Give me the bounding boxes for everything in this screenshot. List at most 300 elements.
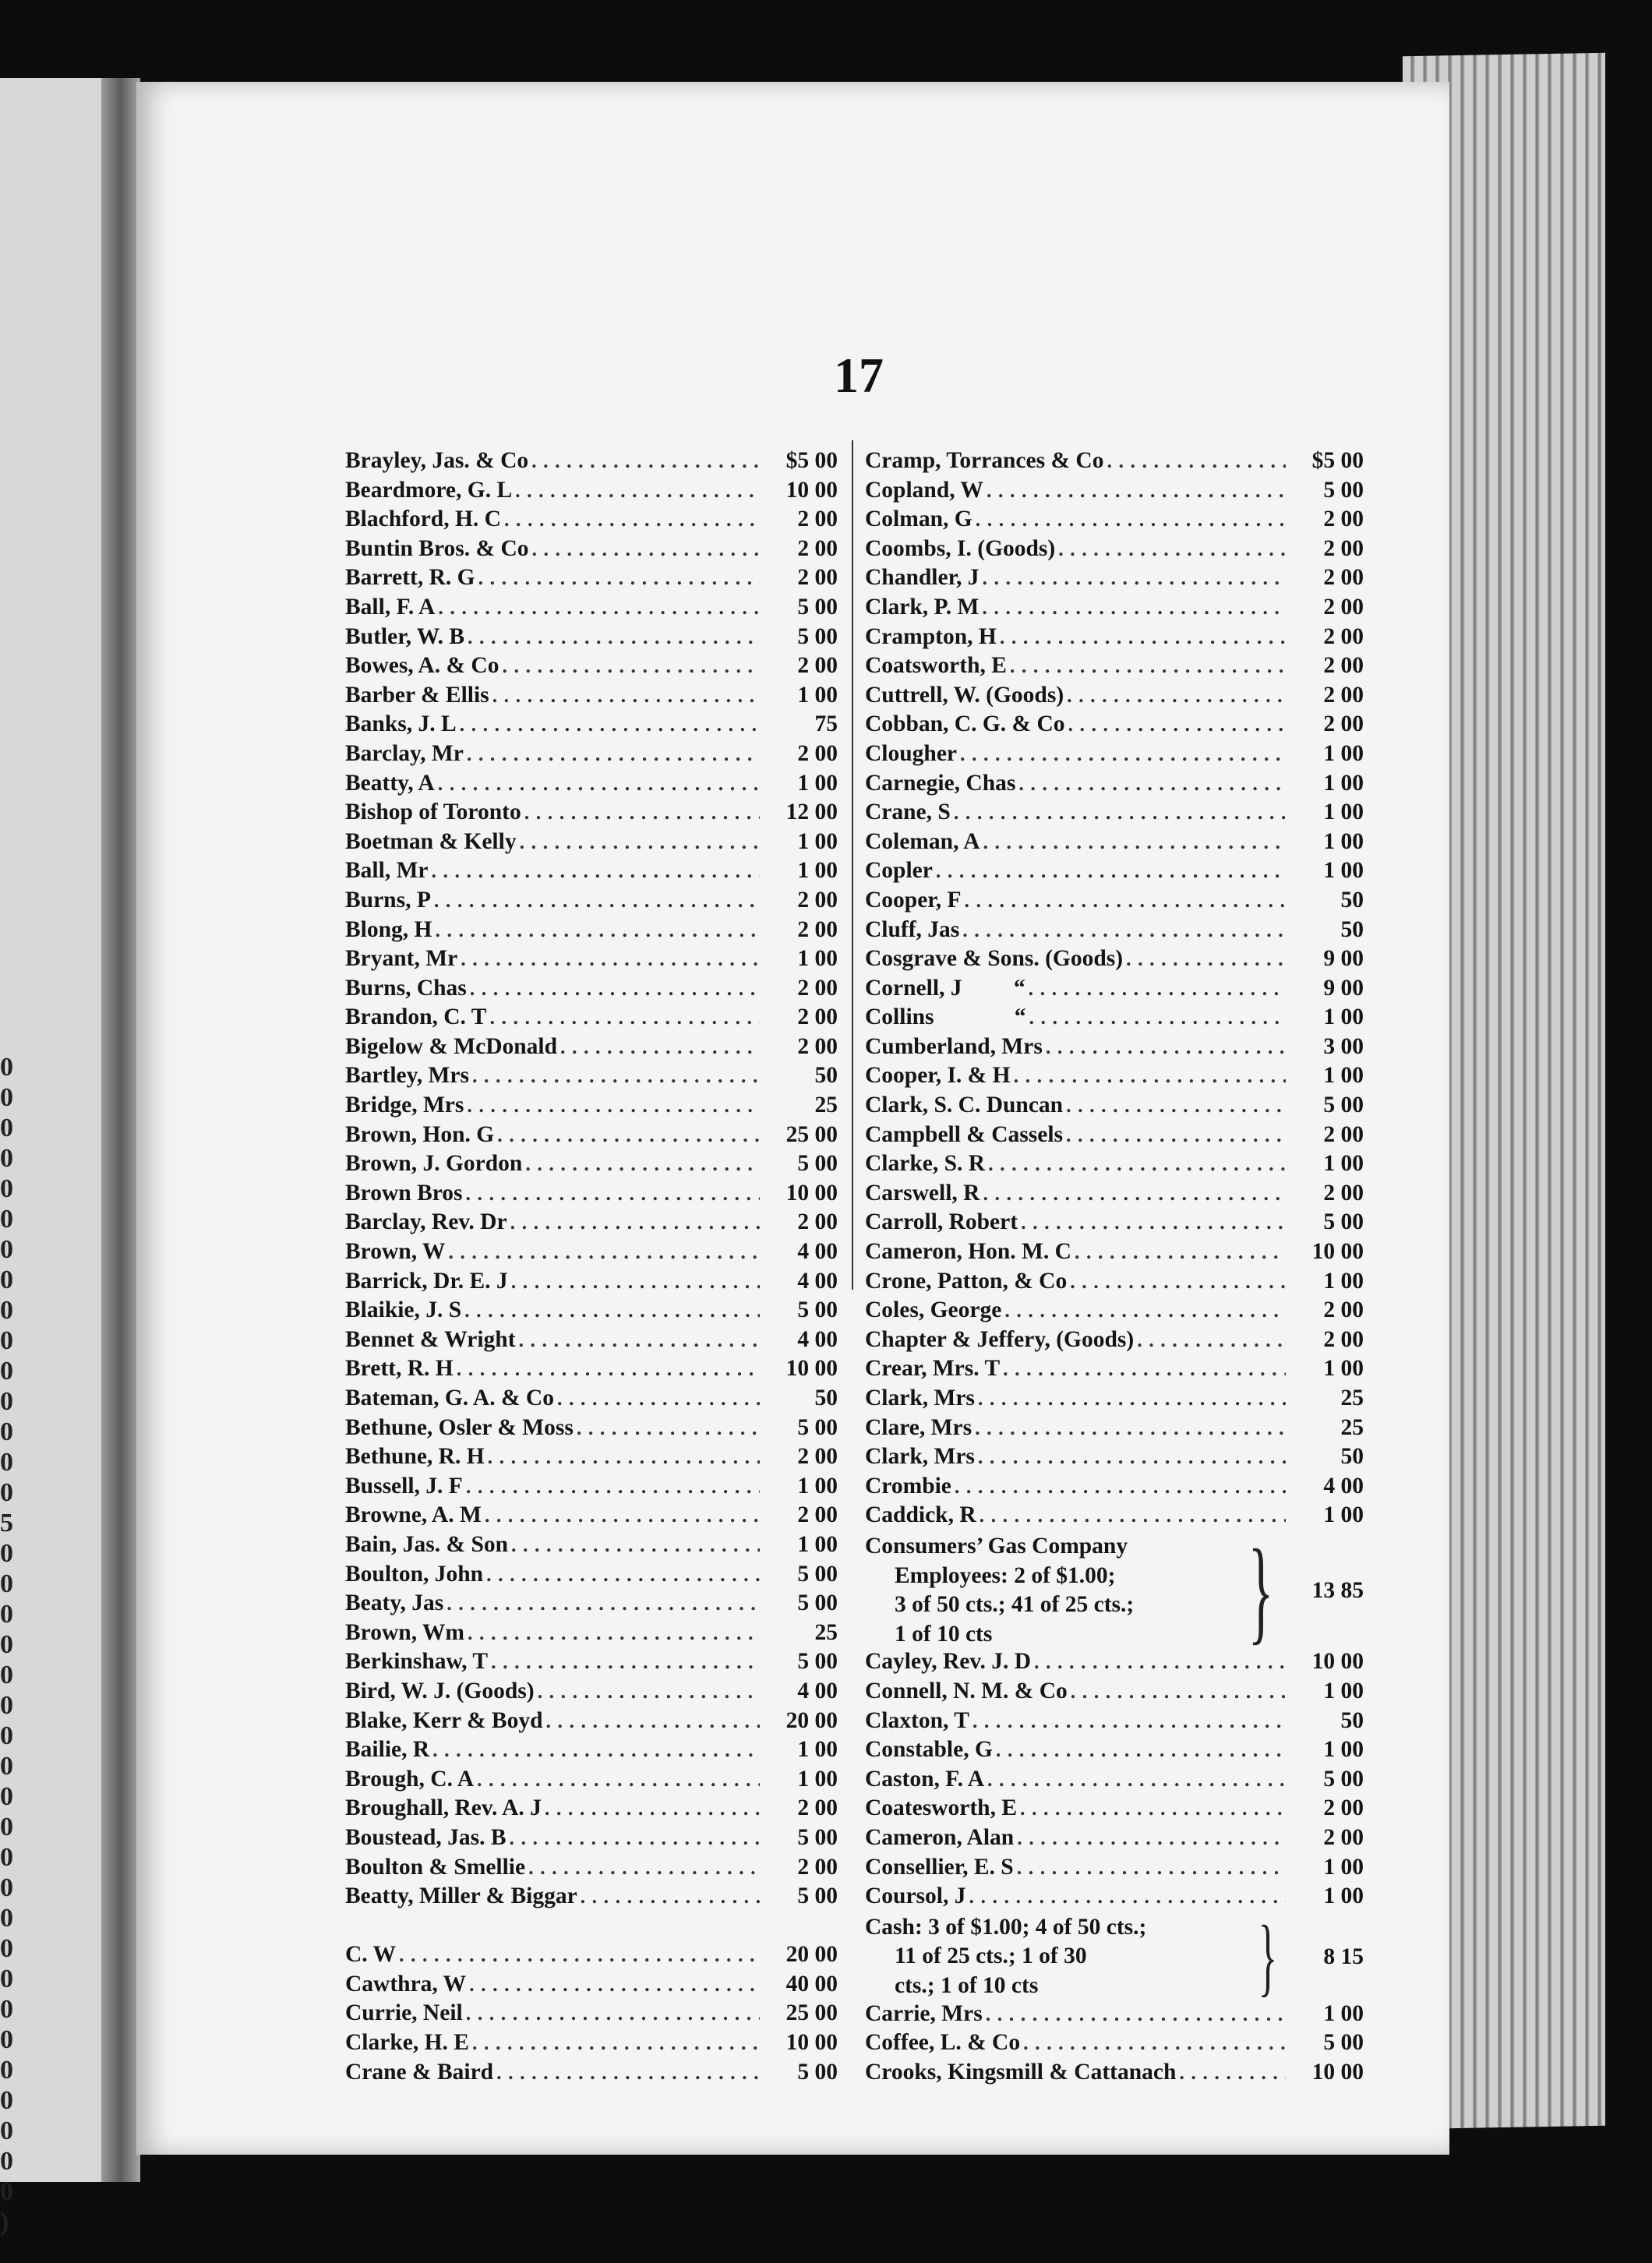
donation-amount: 2 00 <box>1323 1297 1364 1323</box>
leader-dots <box>1066 1124 1286 1147</box>
list-item <box>865 1795 1364 1825</box>
list-item <box>865 858 1364 888</box>
donation-amount: 2 00 <box>797 887 838 913</box>
donor-name: Bartley, Mrs <box>345 1063 469 1089</box>
list-item <box>865 595 1364 624</box>
leader-dots <box>982 596 1286 620</box>
donation-amount: 1 00 <box>797 1766 838 1792</box>
leader-dots <box>964 889 1286 913</box>
list-item <box>345 1679 838 1708</box>
edge-digit: 0 <box>0 1600 13 1629</box>
donation-amount: 2 00 <box>797 1854 838 1880</box>
list-item <box>345 1590 838 1620</box>
list-item <box>345 1502 838 1532</box>
leader-dots <box>438 596 760 620</box>
leader-dots <box>472 2032 760 2055</box>
donor-name: Brandon, C. T <box>345 1004 487 1030</box>
edge-digit: 0 <box>0 2177 13 2206</box>
list-item <box>865 1502 1364 1532</box>
donor-name: Banks, J. L <box>345 711 457 737</box>
leader-dots <box>960 743 1286 766</box>
donor-name: Chandler, J <box>865 565 980 591</box>
donation-amount: 1 00 <box>1323 1678 1364 1703</box>
list-item <box>345 1415 838 1445</box>
donor-name: Consellier, E. S <box>865 1854 1014 1880</box>
donor-name: Carrie, Mrs <box>865 2000 983 2026</box>
donation-amount: 2 00 <box>797 535 838 561</box>
edge-digit: 0 <box>0 1326 13 1355</box>
leader-dots <box>1107 450 1286 473</box>
list-item <box>345 1034 838 1064</box>
list-item <box>865 1181 1364 1210</box>
donation-amount: 1 00 <box>797 1737 838 1763</box>
donation-amount: 25 <box>814 1093 838 1118</box>
leader-dots <box>464 1299 760 1322</box>
donation-amount: 10 00 <box>1311 1239 1364 1265</box>
donor-name: Coatsworth, E <box>865 653 1007 679</box>
leader-dots <box>1020 1797 1286 1820</box>
donation-amount: 25 <box>814 1619 838 1645</box>
donor-name: Coleman, A <box>865 828 980 854</box>
donation-amount: 1 00 <box>1323 1883 1364 1909</box>
donor-name: Bethune, R. H <box>345 1444 485 1470</box>
donation-amount: 1 00 <box>1323 770 1364 796</box>
donor-name: Bethune, Osler & Moss <box>345 1414 574 1440</box>
donor-name: Claxton, T <box>865 1707 969 1733</box>
list-item <box>345 917 838 947</box>
donor-name: Ball, Mr <box>345 858 429 884</box>
donation-amount: 1 00 <box>1323 1854 1364 1880</box>
list-item <box>345 858 838 888</box>
edge-digit: 0 <box>0 1539 13 1568</box>
leader-dots <box>1067 684 1286 708</box>
donor-name: Cameron, Hon. M. C <box>865 1239 1071 1265</box>
donor-name: Colman, G <box>865 507 972 532</box>
donation-amount: 25 <box>1340 1414 1364 1440</box>
list-item <box>345 1972 838 2001</box>
donor-name: Coursol, J <box>865 1883 966 1909</box>
donation-amount: 2 00 <box>1323 711 1364 737</box>
donation-amount: 5 00 <box>1323 477 1364 503</box>
donor-name: Cornell, J “ <box>865 975 1025 1001</box>
donor-name: Barrett, R. G <box>345 565 475 591</box>
leader-dots <box>447 1592 760 1615</box>
list-item <box>865 478 1364 507</box>
leader-dots <box>432 860 760 883</box>
leader-dots <box>472 1064 760 1088</box>
donation-amount: 2 00 <box>797 975 838 1001</box>
list-item <box>345 565 838 595</box>
donation-amount: 2 00 <box>797 507 838 532</box>
leader-dots <box>560 1036 760 1059</box>
leader-dots <box>504 508 760 531</box>
donor-name: Blachford, H. C <box>345 507 501 532</box>
leader-dots <box>980 1504 1286 1527</box>
edge-digit: 0 <box>0 1357 13 1386</box>
edge-digit: 0 <box>0 1873 13 1902</box>
donor-name: Blong, H <box>345 916 432 942</box>
list-item <box>345 1562 838 1591</box>
donor-name: Bateman, G. A. & Co <box>345 1386 554 1410</box>
leader-dots <box>448 1241 760 1264</box>
edge-digit: 0 <box>0 1053 13 1082</box>
leader-dots <box>399 1943 760 1967</box>
leader-dots <box>987 479 1286 503</box>
donation-amount: 9 00 <box>1323 946 1364 972</box>
list-item <box>345 1855 838 1884</box>
list-item <box>865 653 1364 683</box>
donation-amount: 50 <box>814 1063 838 1089</box>
leader-dots <box>467 1094 760 1117</box>
edge-digit: 0 <box>0 1813 13 1841</box>
donation-amount: 5 00 <box>797 623 838 649</box>
donor-name: Boulton & Smellie <box>345 1854 526 1880</box>
list-item <box>865 711 1364 741</box>
donation-amount: 25 00 <box>785 1121 838 1147</box>
donor-name: Coatesworth, E <box>865 1795 1018 1821</box>
donor-name: Bridge, Mrs <box>345 1093 464 1118</box>
leader-dots <box>478 567 760 590</box>
donor-name: Bain, Jas. & Son <box>345 1531 509 1557</box>
list-item <box>345 1297 838 1327</box>
gas-line-4: 1 of 10 cts <box>895 1621 993 1647</box>
list-item <box>345 1181 838 1210</box>
leader-dots <box>983 1182 1286 1206</box>
donation-amount: 2 00 <box>797 1502 838 1528</box>
edge-digit: 5 <box>0 1509 13 1537</box>
donor-name: Bussell, J. F <box>345 1473 463 1499</box>
donation-amount: 10 00 <box>785 1180 838 1206</box>
leader-dots <box>581 1885 760 1908</box>
donation-amount: 5 00 <box>797 594 838 620</box>
leader-dots <box>488 1446 760 1469</box>
donation-amount: 4 00 <box>1323 1473 1364 1499</box>
donor-name: Boulton, John <box>345 1561 484 1587</box>
donor-name: Brett, R. H <box>345 1356 454 1382</box>
donor-name: Coffee, L. & Co <box>865 2030 1021 2056</box>
donor-name: Collins “ <box>865 1004 1026 1030</box>
leader-dots <box>972 1710 1286 1733</box>
leader-dots <box>468 626 760 649</box>
donation-amount: 5 00 <box>1323 2030 1364 2056</box>
donation-amount: 2 00 <box>797 653 838 679</box>
donor-name: Boetman & Kelly <box>345 828 517 854</box>
list-item <box>865 1209 1364 1239</box>
donation-amount: 2 00 <box>797 1004 838 1030</box>
donation-amount: 2 00 <box>1323 1121 1364 1147</box>
leader-dots <box>1075 1241 1286 1264</box>
edge-digit: 0 <box>0 1083 13 1112</box>
list-item <box>865 1386 1364 1415</box>
donor-name: Clougher <box>865 740 957 766</box>
donation-amount: 2 00 <box>1323 1180 1364 1206</box>
edge-digit: 0 <box>0 1417 13 1446</box>
list-item <box>345 1620 838 1650</box>
edge-digit: 0 <box>0 1691 13 1720</box>
donation-amount: 2 00 <box>1323 1795 1364 1821</box>
list-item <box>865 1737 1364 1767</box>
donor-name: Crooks, Kingsmill & Cattanach <box>865 2059 1177 2085</box>
donor-name: Clark, Mrs <box>865 1444 975 1470</box>
leader-dots <box>531 450 760 473</box>
donation-amount: 1 00 <box>797 828 838 854</box>
donation-amount: 10 00 <box>1311 1649 1364 1675</box>
donation-amount: 5 00 <box>1323 1093 1364 1118</box>
list-item <box>865 1883 1364 1913</box>
donation-amount: 1 00 <box>1323 1356 1364 1382</box>
edge-digit: 0 <box>0 1448 13 1477</box>
list-item <box>865 2001 1364 2031</box>
gas-line-2: Employees: 2 of $1.00; <box>895 1562 1116 1588</box>
leader-dots <box>1066 1094 1286 1117</box>
list-item <box>345 1444 838 1474</box>
leader-dots <box>955 1475 1286 1499</box>
list-item <box>865 536 1364 566</box>
leader-dots <box>466 1182 760 1206</box>
leader-dots <box>532 538 760 561</box>
donation-amount: 3 00 <box>1323 1033 1364 1059</box>
leader-dots <box>1046 1036 1286 1059</box>
leader-dots <box>470 977 760 1001</box>
list-item <box>865 2030 1364 2060</box>
list-item <box>345 683 838 712</box>
list-item <box>345 1269 838 1298</box>
donation-amount: 2 00 <box>1323 507 1364 532</box>
list-item <box>865 1151 1364 1181</box>
donor-name: Boustead, Jas. B <box>345 1824 507 1850</box>
leader-dots <box>1004 1299 1286 1322</box>
donation-amount: 1 00 <box>1323 858 1364 884</box>
leader-dots <box>978 1446 1286 1469</box>
donor-name: Bishop of Toronto <box>345 800 521 825</box>
leader-dots <box>485 1504 760 1527</box>
edge-digit: 0 <box>0 2116 13 2145</box>
leader-dots <box>520 831 760 854</box>
donor-name: Clarke, S. R <box>865 1151 986 1177</box>
list-item <box>345 1356 838 1386</box>
leader-dots <box>432 1739 760 1762</box>
donation-amount: 5 00 <box>1323 1209 1364 1235</box>
leader-dots <box>1029 1006 1286 1029</box>
list-item <box>345 1883 838 1913</box>
leader-dots <box>457 1357 760 1381</box>
leader-dots <box>978 1387 1286 1410</box>
donation-amount: 2 00 <box>1323 623 1364 649</box>
list-item <box>345 2000 838 2030</box>
donor-name: Coombs, I. (Goods) <box>865 535 1056 561</box>
donation-amount: 10 00 <box>785 477 838 503</box>
donation-amount: 5 00 <box>797 1649 838 1675</box>
leader-dots <box>983 831 1287 854</box>
donation-amount: 75 <box>814 711 838 737</box>
list-item <box>345 624 838 654</box>
leader-dots <box>469 1973 760 1996</box>
donation-amount: 10 00 <box>785 2030 838 2056</box>
list-item <box>345 741 838 771</box>
donation-amount: 2 00 <box>1323 653 1364 679</box>
edge-digit: 0 <box>0 1995 13 2024</box>
donor-name: Crear, Mrs. T <box>865 1356 1001 1382</box>
edge-digit: 0 <box>0 1904 13 1933</box>
list-item <box>345 888 838 917</box>
donation-amount: 2 00 <box>1323 682 1364 708</box>
donation-amount: 5 00 <box>797 1561 838 1587</box>
list-item <box>345 1209 838 1239</box>
edge-digit: 0 <box>0 2147 13 2176</box>
list-item <box>865 1708 1364 1738</box>
donation-amount: 1 00 <box>797 1531 838 1557</box>
list-item <box>345 1913 838 1943</box>
donation-amount: 5 00 <box>797 1414 838 1440</box>
list-item <box>865 1444 1364 1474</box>
donor-name: Cuttrell, W. (Goods) <box>865 682 1064 708</box>
donation-amount: 4 00 <box>797 1678 838 1703</box>
gas-line-3: 3 of 50 cts.; 41 of 25 cts.; <box>895 1592 1135 1618</box>
donor-name: Clark, Mrs <box>865 1386 975 1410</box>
donor-name: Copler <box>865 858 933 884</box>
leader-dots <box>435 919 760 942</box>
list-item <box>865 1004 1364 1034</box>
list-item <box>345 1825 838 1855</box>
donation-amount: 9 00 <box>1323 975 1364 1001</box>
donation-amount: 2 00 <box>797 1444 838 1470</box>
donor-name: Ball, F. A <box>345 594 436 620</box>
donation-amount: 40 00 <box>785 1971 838 1996</box>
donor-name: Bigelow & McDonald <box>345 1033 558 1059</box>
donation-amount: 4 00 <box>797 1326 838 1352</box>
leader-dots <box>1029 977 1286 1001</box>
donation-amount: 2 00 <box>1323 535 1364 561</box>
list-item <box>345 711 838 741</box>
edge-digit: 0 <box>0 1478 13 1507</box>
donor-name: Constable, G <box>865 1737 993 1763</box>
list-item <box>865 507 1364 536</box>
donation-amount: 4 00 <box>797 1239 838 1265</box>
gas-amount: 13 85 <box>1311 1577 1364 1603</box>
edge-digit: 0 <box>0 1266 13 1294</box>
donation-amount: 5 00 <box>1323 1766 1364 1792</box>
donor-name: Blaikie, J. S <box>345 1297 462 1323</box>
leader-dots <box>489 1006 760 1029</box>
donor-name: Brown, W <box>345 1239 446 1265</box>
donation-amount: 25 00 <box>785 2000 838 2026</box>
donor-name: Carswell, R <box>865 1180 980 1206</box>
list-item <box>345 1474 838 1503</box>
edge-digit: 0 <box>0 1144 13 1173</box>
leader-dots <box>434 889 760 913</box>
leader-dots <box>1017 1827 1286 1850</box>
donation-amount: 5 00 <box>797 1590 838 1616</box>
donation-amount: 10 00 <box>785 1356 838 1382</box>
donation-amount: 2 00 <box>797 1209 838 1235</box>
leader-dots <box>1014 1064 1286 1088</box>
list-item <box>865 1679 1364 1708</box>
edge-digit: 0 <box>0 2025 13 2054</box>
donor-name: Brayley, Jas. & Co <box>345 448 529 473</box>
donation-amount: 1 00 <box>1323 828 1364 854</box>
leader-dots <box>557 1387 760 1410</box>
donor-name: Carroll, Robert <box>865 1209 1018 1235</box>
edge-digit: 0 <box>0 1721 13 1750</box>
leader-dots <box>467 743 760 766</box>
donor-name: Butler, W. B <box>345 623 465 649</box>
leader-dots <box>1000 626 1286 649</box>
gas-company-entry <box>865 1526 1364 1656</box>
list-item <box>345 1708 838 1738</box>
donor-name: Browne, A. M <box>345 1502 482 1528</box>
leader-dots <box>1126 948 1286 971</box>
donor-name: Crone, Patton, & Co <box>865 1268 1068 1294</box>
list-item <box>345 1649 838 1679</box>
edge-digit: 0 <box>0 1235 13 1264</box>
donation-amount: 10 00 <box>1311 2059 1364 2085</box>
edge-digit: 0 <box>0 1934 13 1963</box>
list-item <box>865 1356 1364 1386</box>
list-item <box>345 1532 838 1562</box>
list-item <box>345 448 838 478</box>
leader-dots <box>1058 538 1286 561</box>
donor-name: Clare, Mrs <box>865 1414 972 1440</box>
donation-amount: 4 00 <box>797 1268 838 1294</box>
list-item <box>865 976 1364 1005</box>
donation-amount: 2 00 <box>1323 565 1364 591</box>
donation-amount: 1 00 <box>1323 800 1364 825</box>
list-item <box>345 507 838 536</box>
donor-name: Barclay, Mr <box>345 740 464 766</box>
donor-name: Copland, W <box>865 477 983 503</box>
donor-name: Barrick, Dr. E. J <box>345 1268 508 1294</box>
list-item <box>865 565 1364 595</box>
donation-amount: 1 00 <box>1323 1004 1364 1030</box>
leader-dots <box>1010 655 1286 678</box>
donation-amount: 5 00 <box>797 1883 838 1909</box>
donor-name: Barber & Ellis <box>345 682 489 708</box>
leader-dots <box>510 1827 760 1850</box>
list-item <box>865 1269 1364 1298</box>
leader-dots <box>511 1534 760 1557</box>
donor-name: Beatty, Miller & Biggar <box>345 1883 577 1909</box>
list-item <box>345 1239 838 1269</box>
donor-name: Brough, C. A <box>345 1766 475 1792</box>
donation-amount: 2 00 <box>797 916 838 942</box>
right-column-part-c <box>865 2001 1364 2089</box>
list-item <box>865 1239 1364 1269</box>
list-item <box>345 1151 838 1181</box>
list-item <box>345 653 838 683</box>
donor-name: Beaty, Jas <box>345 1590 444 1616</box>
donation-amount: 12 00 <box>785 800 838 825</box>
leader-dots <box>466 1475 760 1499</box>
leader-dots <box>1068 713 1286 736</box>
donation-amount: 50 <box>1340 887 1364 913</box>
donor-name: Chapter & Jeffery, (Goods) <box>865 1326 1135 1352</box>
donor-name: Bryant, Mr <box>345 946 458 972</box>
list-item <box>345 976 838 1005</box>
leader-dots <box>496 2061 760 2085</box>
donor-name: Brown, Wm <box>345 1619 464 1645</box>
donor-name: Crane & Baird <box>345 2059 494 2085</box>
list-item <box>345 536 838 566</box>
donation-amount: 20 00 <box>785 1707 838 1733</box>
donation-amount: 1 00 <box>797 770 838 796</box>
leader-dots <box>524 801 760 824</box>
leader-dots <box>1003 1357 1286 1381</box>
list-item <box>345 595 838 624</box>
donation-amount: 50 <box>1340 916 1364 942</box>
leader-dots <box>969 1885 1286 1908</box>
leader-dots <box>982 567 1286 590</box>
donation-amount: 5 00 <box>797 1151 838 1177</box>
